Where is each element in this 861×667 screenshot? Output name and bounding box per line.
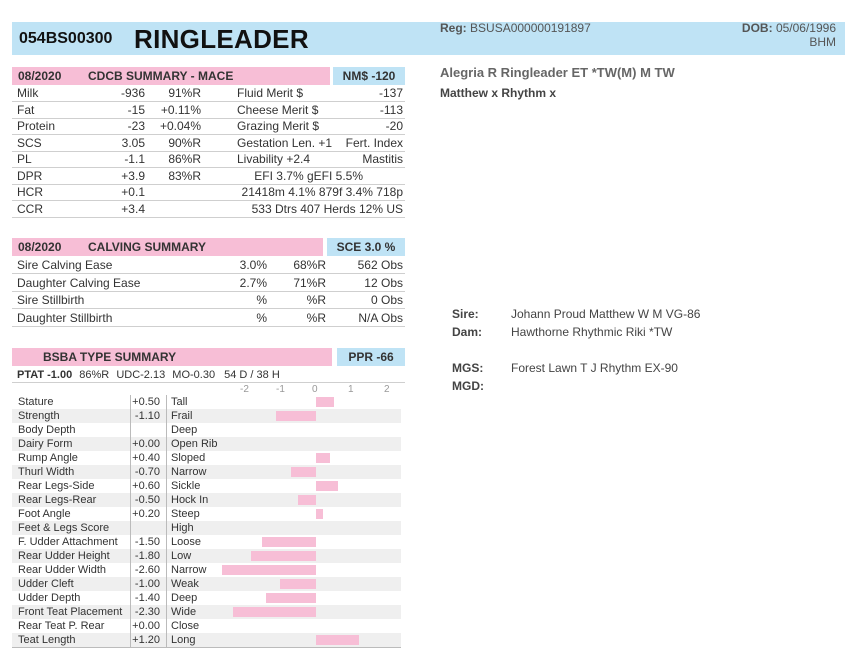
cdcb-row — [12, 135, 405, 152]
type-desc: Long — [171, 634, 196, 646]
type-trait: Udder Depth — [18, 592, 81, 604]
type-row — [12, 605, 401, 619]
cdcb-trait: Protein — [17, 119, 56, 133]
type-value: +0.50 — [132, 396, 160, 408]
cdcb-row — [12, 184, 405, 201]
scale-tick: -1 — [276, 384, 285, 395]
cdcb-rel: 86%R — [168, 152, 201, 166]
type-trait: Rear Legs-Side — [18, 480, 95, 492]
sire-name: Johann Proud Matthew W M VG-86 — [511, 307, 701, 321]
mgd-label: MGD: — [452, 379, 484, 393]
type-row — [12, 563, 401, 577]
type-trait: Dairy Form — [18, 438, 73, 450]
cdcb-rel: +0.04% — [159, 119, 201, 133]
type-trait: Stature — [18, 396, 54, 408]
cdcb-value: -1.1 — [124, 152, 145, 166]
type-row — [12, 619, 401, 633]
type-trait: Rump Angle — [18, 452, 78, 464]
calving-rel: %R — [306, 310, 326, 325]
calving-rel: 68%R — [293, 258, 326, 272]
type-desc: Deep — [171, 424, 198, 436]
cdcb-trait: DPR — [17, 168, 43, 183]
type-row — [12, 409, 401, 423]
type-row — [12, 465, 401, 479]
type-row — [12, 479, 401, 493]
type-bar — [316, 509, 323, 519]
type-bar — [316, 481, 338, 491]
cdcb-row — [12, 201, 405, 218]
cdcb-title: CDCB SUMMARY - MACE — [88, 69, 234, 83]
bull-name: RINGLEADER — [134, 24, 309, 54]
type-bar — [276, 411, 316, 421]
ptat-value: PTAT -1.00 — [17, 369, 73, 381]
scale-tick: 2 — [384, 384, 390, 395]
type-trait: Rear Udder Height — [18, 550, 110, 562]
calving-rel: 71%R — [293, 275, 326, 290]
cdcb-rel: 91%R — [168, 86, 201, 100]
type-row — [12, 549, 401, 563]
dob-value: 05/06/1996 — [775, 21, 836, 35]
scale-tick: 1 — [348, 384, 354, 395]
type-value: -1.80 — [134, 550, 160, 562]
daughters-herds: 54 D / 38 H — [224, 369, 280, 381]
type-value: +0.00 — [132, 438, 160, 450]
type-desc: Open Rib — [171, 438, 218, 450]
type-row — [12, 577, 401, 591]
mgs-label: MGS: — [452, 361, 484, 375]
divider — [166, 395, 167, 647]
type-value: +0.00 — [132, 620, 160, 632]
type-trait: F. Udder Attachment — [18, 536, 118, 548]
cdcb-rel: +0.11% — [160, 102, 201, 117]
type-bar — [266, 593, 316, 603]
type-trait: Foot Angle — [18, 508, 71, 520]
calving-title-bar — [12, 238, 323, 256]
ptat-reliability: 86%R — [79, 369, 110, 381]
type-title: BSBA TYPE SUMMARY — [43, 350, 177, 364]
cdcb-trait: Milk — [17, 86, 39, 100]
type-row — [12, 437, 401, 451]
type-bar — [251, 551, 316, 561]
sce-badge: SCE 3.0 % — [327, 238, 405, 256]
type-value: -1.10 — [134, 410, 160, 422]
type-value: -2.60 — [134, 564, 160, 576]
cdcb-row — [12, 168, 405, 185]
cdcb-merit-label: Livability +2.4 — [237, 152, 311, 166]
cdcb-trait: CCR — [17, 201, 43, 216]
cdcb-merit-value: Fert. Index — [345, 135, 403, 150]
calving-date: 08/2020 — [18, 240, 62, 254]
type-bar — [262, 537, 316, 547]
type-value: -2.30 — [134, 606, 160, 618]
type-trait: Teat Length — [18, 634, 76, 646]
type-value: -0.50 — [134, 494, 160, 506]
calving-trait: Daughter Stillbirth — [17, 310, 113, 325]
reg-value: BSUSA000000191897 — [470, 21, 591, 35]
cdcb-row — [12, 85, 405, 102]
type-desc: Hock In — [171, 494, 209, 506]
type-desc: Loose — [171, 536, 201, 548]
type-value: +0.40 — [132, 452, 160, 464]
type-desc: Sloped — [171, 452, 206, 464]
type-trait: Rear Teat P. Rear — [18, 620, 105, 632]
registration — [440, 21, 591, 35]
type-value: -0.70 — [134, 466, 160, 478]
type-row — [12, 493, 401, 507]
birth-date — [742, 21, 836, 49]
type-desc: Low — [171, 550, 192, 562]
type-row — [12, 451, 401, 465]
type-row — [12, 521, 401, 535]
divider — [12, 382, 405, 383]
type-desc: Narrow — [171, 466, 207, 478]
cdcb-merit-label: 533 Dtrs 407 Herds 12% US — [251, 201, 403, 216]
cdcb-merit-label: 21418m 4.1% 879f 3.4% 718p — [241, 185, 403, 199]
reg-label: Reg: — [440, 21, 467, 35]
type-bar — [280, 579, 316, 589]
divider — [130, 395, 131, 647]
type-desc: Sickle — [171, 480, 201, 492]
cdcb-value: -23 — [127, 119, 145, 133]
type-trait: Rear Udder Width — [18, 564, 107, 576]
type-desc: High — [171, 522, 194, 534]
type-bar — [316, 635, 359, 645]
cdcb-merit-label: Fluid Merit $ — [237, 86, 304, 100]
type-trait: Strength — [18, 410, 60, 422]
cdcb-merit-value: -113 — [379, 102, 403, 117]
cdcb-value: -15 — [127, 102, 145, 117]
type-bar — [298, 495, 316, 505]
calving-value: 2.7% — [239, 275, 267, 290]
calving-value: % — [256, 293, 267, 307]
calving-rel: %R — [306, 293, 326, 307]
calving-row — [12, 292, 405, 309]
type-trait: Rear Legs-Rear — [18, 494, 97, 506]
type-trait: Body Depth — [18, 424, 76, 436]
calving-value: % — [256, 310, 267, 325]
type-desc: Weak — [171, 578, 199, 590]
type-value: +1.20 — [132, 634, 160, 646]
type-row — [12, 591, 401, 605]
cdcb-rel: 90%R — [168, 135, 201, 150]
calving-row — [12, 275, 405, 292]
cdcb-merit-value: -137 — [378, 86, 403, 100]
type-value: +0.60 — [132, 480, 160, 492]
type-row — [12, 535, 401, 549]
cdcb-title-bar — [12, 67, 330, 85]
cdcb-merit-label: Grazing Merit $ — [237, 119, 320, 133]
cdcb-header — [12, 67, 405, 85]
nm-badge: NM$ -120 — [333, 67, 405, 85]
cdcb-trait: SCS — [17, 135, 42, 150]
type-desc: Frail — [171, 410, 193, 422]
type-trait: Thurl Width — [18, 466, 75, 478]
type-header — [12, 348, 405, 366]
type-desc: Close — [171, 620, 200, 632]
cdcb-row — [12, 118, 405, 135]
udc-value: UDC-2.13 — [116, 369, 166, 381]
type-desc: Tall — [171, 396, 188, 408]
type-desc: Deep — [171, 592, 198, 604]
calving-trait: Sire Calving Ease — [17, 258, 113, 272]
calving-obs: 562 Obs — [357, 258, 403, 272]
type-row — [12, 395, 401, 409]
type-bar — [316, 453, 330, 463]
bull-code: 054BS00300 — [19, 30, 113, 47]
type-row — [12, 423, 401, 437]
calving-row — [12, 257, 405, 274]
breed-code: BHM — [809, 35, 836, 49]
type-row — [12, 633, 401, 647]
ptat-line — [17, 369, 280, 381]
dam-name: Hawthorne Rhythmic Riki *TW — [511, 325, 673, 339]
type-desc: Narrow — [171, 564, 207, 576]
cdcb-merit-value: -20 — [385, 119, 403, 133]
type-bar — [222, 565, 316, 575]
type-bar — [291, 467, 316, 477]
cdcb-value: -936 — [120, 86, 145, 100]
calving-obs: 0 Obs — [370, 293, 403, 307]
calving-header — [12, 238, 405, 256]
type-bar — [233, 607, 316, 617]
type-desc: Wide — [171, 606, 197, 618]
mo-value: MO-0.30 — [172, 369, 216, 381]
type-title-bar — [12, 348, 332, 366]
dob-label: DOB: — [741, 21, 773, 35]
cdcb-value: +3.9 — [121, 168, 145, 183]
divider — [12, 647, 401, 648]
type-desc: Steep — [171, 508, 200, 520]
type-trait: Feet & Legs Score — [18, 522, 110, 534]
type-value: +0.20 — [132, 508, 160, 520]
cdcb-trait: Fat — [17, 102, 35, 117]
scale-tick: 0 — [312, 384, 318, 395]
cdcb-merit-label: EFI 3.7% gEFI 5.5% — [254, 168, 363, 183]
cdcb-merit-label: Cheese Merit $ — [237, 102, 319, 117]
type-value: -1.50 — [134, 536, 160, 548]
cdcb-value: +3.4 — [121, 201, 145, 216]
ppr-badge: PPR -66 — [337, 348, 405, 366]
type-trait: Front Teat Placement — [18, 606, 123, 618]
calving-row — [12, 310, 405, 327]
cdcb-trait: HCR — [17, 185, 43, 199]
calving-obs: 12 Obs — [364, 275, 403, 290]
type-row — [12, 507, 401, 521]
sire-label: Sire: — [452, 307, 479, 321]
animal-full-name: Alegria R Ringleader ET *TW(M) M TW — [440, 65, 675, 80]
calving-value: 3.0% — [239, 258, 267, 272]
cdcb-trait: PL — [17, 152, 32, 166]
calving-trait: Sire Stillbirth — [17, 293, 85, 307]
pedigree-summary: Matthew x Rhythm x — [440, 86, 557, 100]
header-bar — [12, 22, 845, 55]
cdcb-value: +0.1 — [121, 185, 145, 199]
cdcb-row — [12, 151, 405, 168]
type-bar — [316, 397, 334, 407]
type-value: -1.40 — [134, 592, 160, 604]
cdcb-merit-label: Gestation Len. +1 — [237, 135, 333, 150]
mgs-name: Forest Lawn T J Rhythm EX-90 — [511, 361, 678, 375]
type-value: -1.00 — [134, 578, 160, 590]
calving-title: CALVING SUMMARY — [88, 240, 206, 254]
cdcb-merit-value: Mastitis — [362, 152, 403, 166]
cdcb-rel: 83%R — [168, 168, 201, 183]
calving-trait: Daughter Calving Ease — [17, 275, 141, 290]
type-trait: Udder Cleft — [18, 578, 74, 590]
cdcb-date: 08/2020 — [18, 69, 62, 83]
scale-tick: -2 — [240, 384, 249, 395]
cdcb-row — [12, 102, 405, 119]
calving-obs: N/A Obs — [358, 310, 403, 325]
cdcb-value: 3.05 — [121, 135, 145, 150]
dam-label: Dam: — [452, 325, 483, 339]
